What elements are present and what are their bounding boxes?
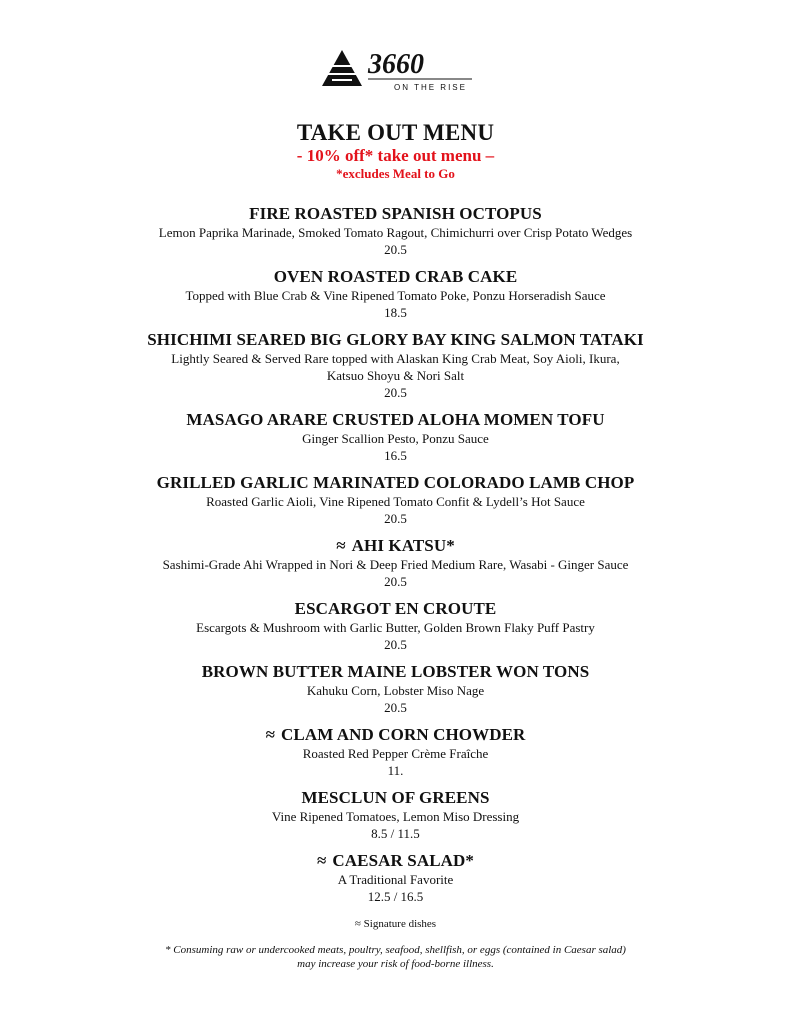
menu-item-title: CLAM AND CORN CHOWDER [281,725,526,744]
menu-item-description: Roasted Garlic Aioli, Vine Ripened Tomato Confit & Lydell’s Hot Sauce [206,494,585,509]
menu-item-name [0,266,791,287]
menu-item [0,329,791,401]
restaurant-logo [318,46,478,94]
menu-item-title: ESCARGOT EN CROUTE [294,599,497,618]
menu-item-title: MASAGO ARARE CRUSTED ALOHA MOMEN TOFU [186,410,605,429]
menu-item-title: OVEN ROASTED CRAB CAKE [273,267,518,286]
menu-item-description: Vine Ripened Tomatoes, Lemon Miso Dressing [271,809,520,824]
logo-tagline: ON THE RISE [394,83,467,92]
logo-graphic [318,46,478,94]
disclaimer-line: * Consuming raw or undercooked meats, poultry, seafood, shellfish, or eggs (contained in Caesar salad) [165,944,626,956]
menu-item-price: 12.5 / 16.5 [367,889,424,904]
menu-item-title: CAESAR SALAD* [332,851,474,870]
menu-item-title: MESCLUN OF GREENS [301,788,490,807]
menu-item [0,598,791,653]
menu-item-price: 20.5 [384,574,407,589]
menu-item [0,787,791,842]
logo-name: 3660 [368,49,424,80]
menu-item-description: Lightly Seared & Served Rare topped with Alaskan King Crab Meat, Soy Aioli, Ikura, [171,351,620,366]
menu-item [0,661,791,716]
page-title: TAKE OUT MENU [296,120,495,145]
menu-item-description: Kahuku Corn, Lobster Miso Nage [306,683,485,698]
menu-item-title: FIRE ROASTED SPANISH OCTOPUS [249,204,542,223]
menu-item-name [0,409,791,430]
menu-item-price: 20.5 [384,511,407,526]
menu-item-name [0,661,791,682]
menu-item-name [0,850,791,871]
promo-note: *excludes Meal to Go [336,166,455,181]
menu-item-price: 20.5 [384,385,407,400]
menu-item-description: Katsuo Shoyu & Nori Salt [326,368,465,383]
menu-item-title: GRILLED GARLIC MARINATED COLORADO LAMB CHOP [156,473,635,492]
menu-item-description: A Traditional Favorite [337,872,454,887]
menu-item-name [0,598,791,619]
signature-icon: ≈ [316,851,327,870]
menu-item-description: Ginger Scallion Pesto, Ponzu Sauce [302,431,489,446]
menu-item-price: 11. [387,763,404,778]
menu-item [0,724,791,779]
menu-item [0,850,791,905]
menu-item-price: 16.5 [384,448,407,463]
menu-item-description: Roasted Red Pepper Crème Fraîche [302,746,489,761]
signature-icon: ≈ [265,725,276,744]
menu-item-title: BROWN BUTTER MAINE LOBSTER WON TONS [201,662,590,681]
menu-item-price: 8.5 / 11.5 [371,826,420,841]
menu-header [0,120,791,182]
menu-item-name [0,203,791,224]
menu-item-description: Lemon Paprika Marinade, Smoked Tomato Ragout, Chimichurri over Crisp Potato Wedges [158,225,633,240]
menu-item [0,266,791,321]
menu-item [0,472,791,527]
disclaimer [0,943,791,971]
disclaimer-line: may increase your risk of food-borne illness. [297,958,494,970]
menu-item [0,535,791,590]
menu-item-name [0,329,791,350]
menu-item-title: SHICHIMI SEARED BIG GLORY BAY KING SALMON TATAKI [147,330,644,349]
menu-item-name [0,724,791,745]
menu-item-name [0,535,791,556]
menu-item-price: 20.5 [384,700,407,715]
menu-item-name [0,472,791,493]
promo-text: - 10% off* take out menu – [296,146,495,165]
menu-item-title: AHI KATSU* [351,536,455,555]
menu-item-price: 20.5 [384,242,407,257]
menu-list [0,203,791,971]
menu-item [0,409,791,464]
menu-item-price: 18.5 [384,305,407,320]
menu-item [0,203,791,258]
menu-item-price: 20.5 [384,637,407,652]
signature-legend: ≈ Signature dishes [354,918,437,930]
signature-icon: ≈ [336,536,346,555]
menu-items [0,203,791,905]
menu-item-description: Sashimi-Grade Ahi Wrapped in Nori & Deep Fried Medium Rare, Wasabi - Ginger Sauce [162,557,629,572]
menu-item-description: Topped with Blue Crab & Vine Ripened Tomato Poke, Ponzu Horseradish Sauce [185,288,606,303]
menu-item-name [0,787,791,808]
menu-item-description: Escargots & Mushroom with Garlic Butter, Golden Brown Flaky Puff Pastry [196,620,595,635]
